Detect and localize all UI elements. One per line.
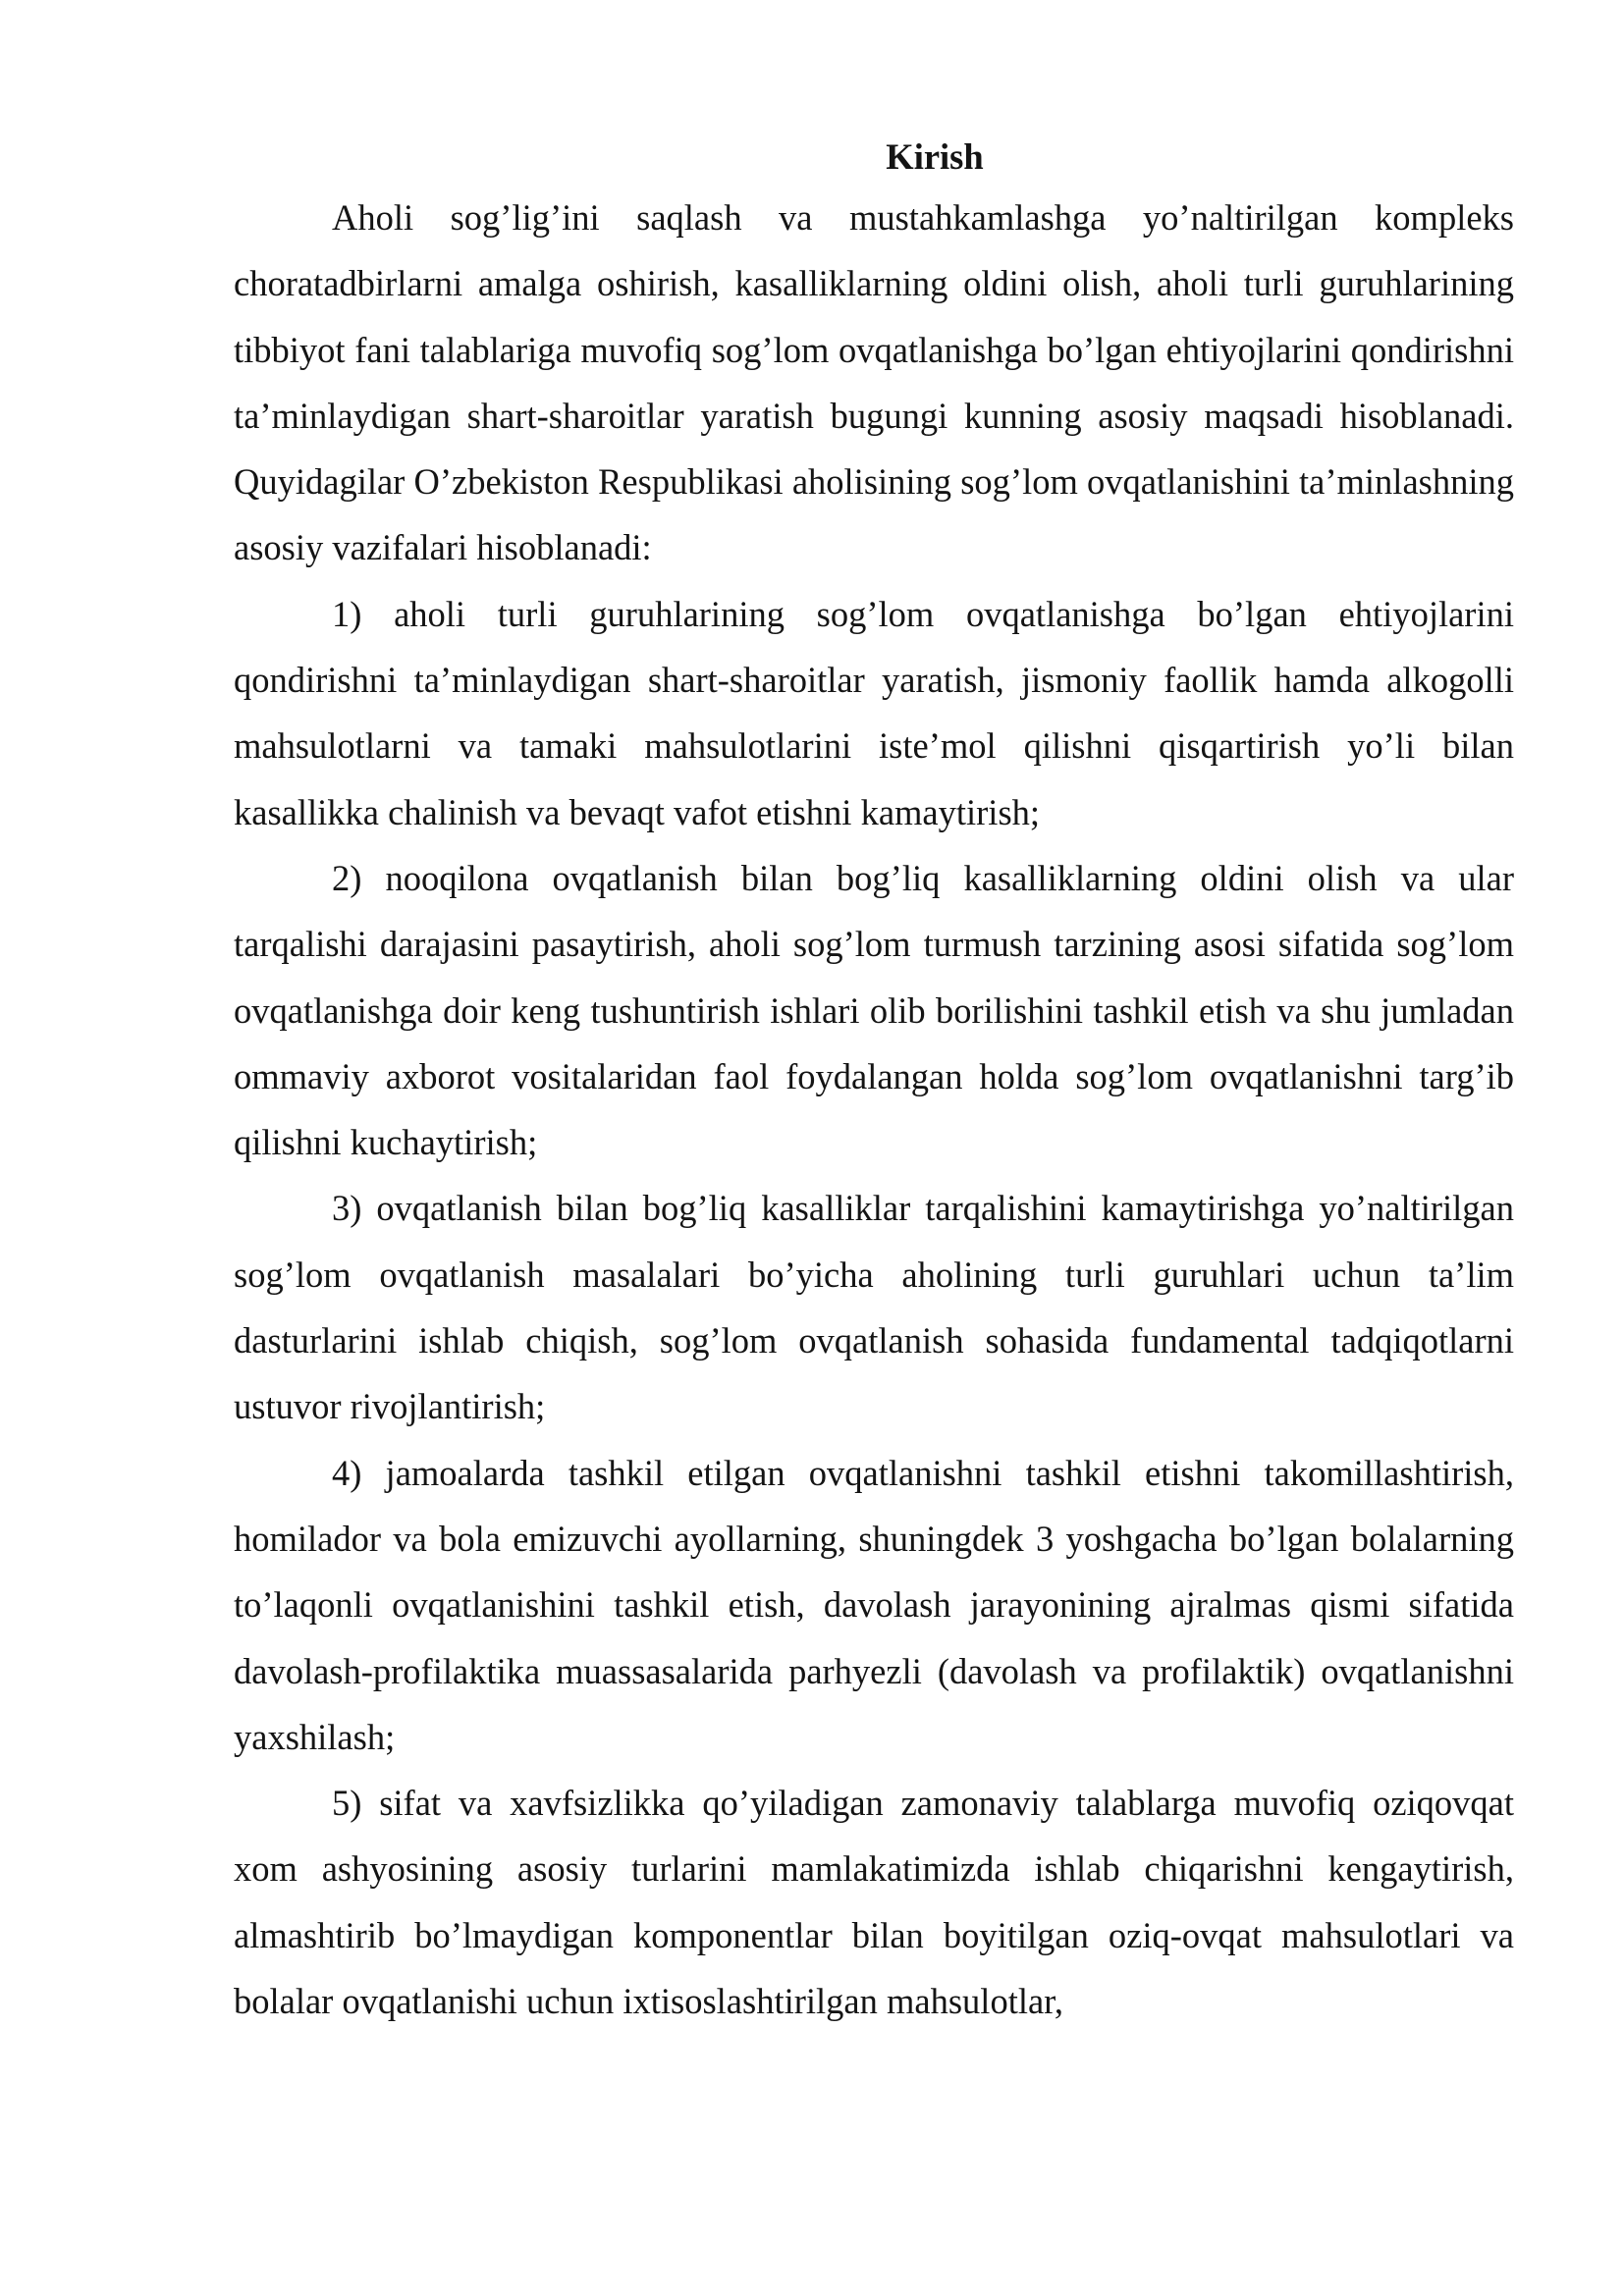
- task-item-3: 3) ovqatlanish bilan bog’liq kasalliklar tarqalishini kamaytirishga yo’naltirilgan sog’lom ovqatlanish masalalari bo’yicha aholining turli guruhlari uchun ta’lim dasturlarini ishlab chiqish, sog’lom ovqatlanish sohasida fundamental tadqiqotlarni ustuvor rivojlantirish;: [234, 1188, 1514, 1427]
- task-item-5: 5) sifat va xavfsizlikka qo’yiladigan zamonaviy talablarga muvofiq oziqovqat xom ashyosining asosiy turlarini mamlakatimizda ishlab chiqarishni kengaytirish, almashtirib bo’lmaydigan komponentlar bilan boyitilgan oziq-ovqat mahsulotlari va bolalar ovqatlanishi uchun ixtisoslashtirilgan mahsulotlar,: [234, 1783, 1514, 2022]
- task-item-1: 1) aholi turli guruhlarining sog’lom ovqatlanishga bo’lgan ehtiyojlarini qondirishni ta’minlaydigan shart-sharoitlar yaratish, jismoniy faollik hamda alkogolli mahsulotlarni va tamaki mahsulotlarini iste’mol qilishni qisqartirish yo’li bilan kasallikka chalinish va bevaqt vafot etishni kamaytirish;: [234, 593, 1514, 832]
- task-item-2: 2) nooqilona ovqatlanish bilan bog’liq kasalliklarning oldini olish va ular tarqalishi darajasini pasaytirish, aholi sog’lom turmush tarzining asosi sifatida sog’lom ovqatlanishga doir keng tushuntirish ishlari olib borilishini tashkil etish va shu jumladan ommaviy axborot vositalaridan faol foydalangan holda sog’lom ovqatlanishni targ’ib qilishni kuchaytirish;: [234, 857, 1514, 1163]
- task-item-4: 4) jamoalarda tashkil etilgan ovqatlanishni tashkil etishni takomillashtirish, homilador va bola emizuvchi ayollarning, shuningdek 3 yoshgacha bo’lgan bolalarning to’laqonli ovqatlanishini tashkil etish, davolash jarayonining ajralmas qismi sifatida davolash-profilaktika muassasalarida parhyezli (davolash va profilaktik) ovqatlanishni yaxshilash;: [234, 1452, 1514, 1757]
- intro-paragraph: Aholi sog’lig’ini saqlash va mustahkamlashga yo’naltirilgan kompleks choratadbirlarni amalga oshirish, kasalliklarning oldini olish, aholi turli guruhlarining tibbiyot fani talablariga muvofiq sog’lom ovqatlanishga bo’lgan ehtiyojlarini qondirishni ta’minlaydigan shart-sharoitlar yaratish bugungi kunning asosiy maqsadi hisoblanadi. Quyidagilar O’zbekiston Respublikasi aholisining sog’lom ovqatlanishini ta’minlashning asosiy vazifalari hisoblanadi:: [234, 197, 1514, 568]
- document-body: [234, 130, 1514, 2034]
- document-title: Kirish: [886, 136, 984, 177]
